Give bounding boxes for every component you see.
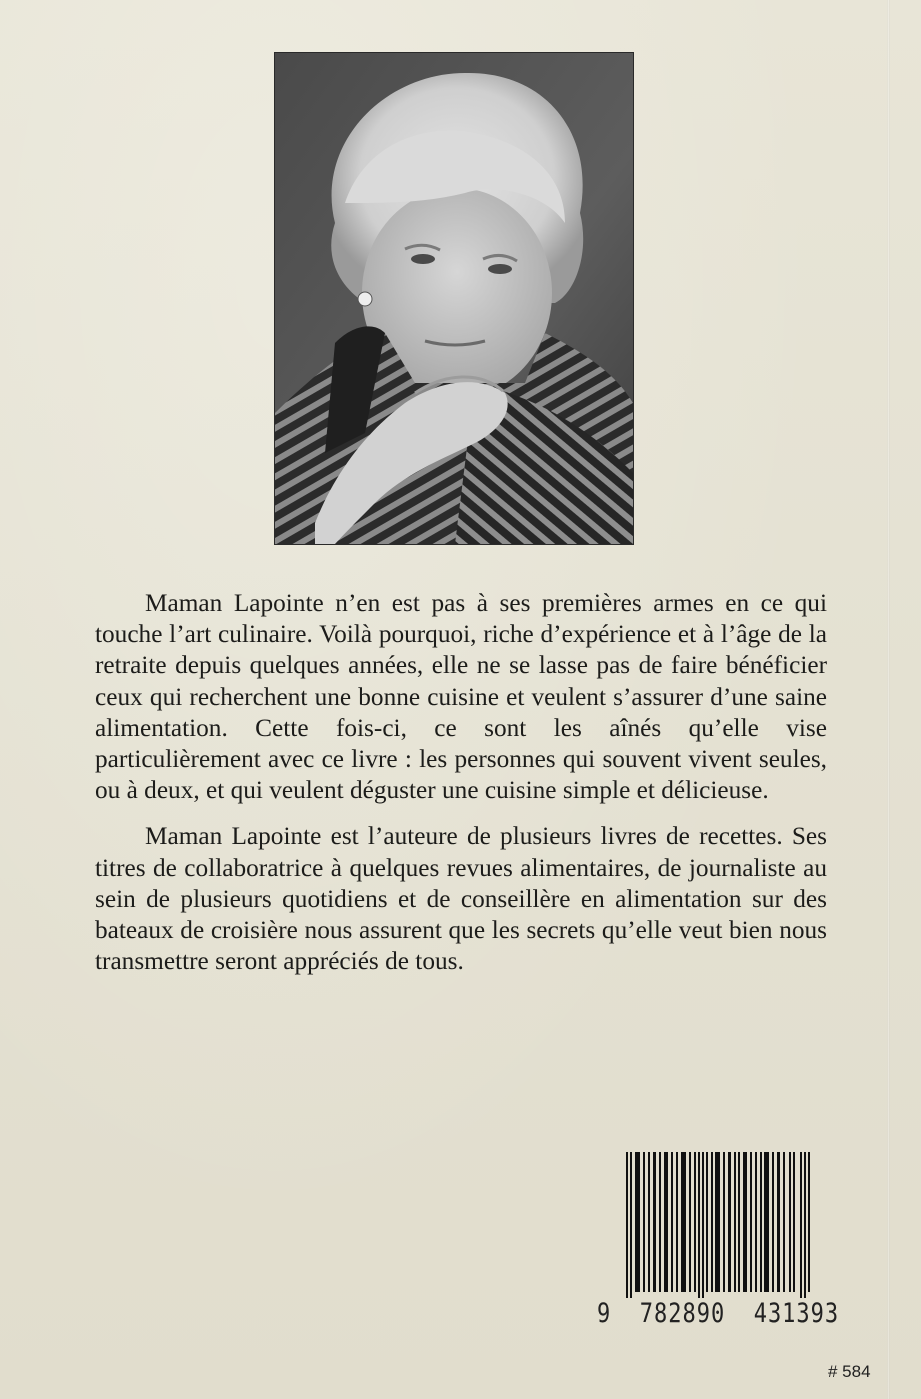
portrait-image xyxy=(275,53,633,544)
catalog-number: # 584 xyxy=(828,1362,871,1381)
isbn-number: 9 782890 431393 xyxy=(597,1299,840,1329)
blurb-paragraph-1: Maman Lapointe n’en est pas à ses premières armes en ce qui touche l’art culinaire. Voilà pourquoi, riche d’expérience et à l’âge de la retraite depuis quelques années, elle ne se lasse pas de faire bénéficier ceux qui recherchent une bonne cuisine et veulent s’assurer d’une saine alimentation. Cette fois-ci, ce sont les aînés qu’elle vise particulièrement avec ce livre : les personnes qui souvent vivent seules, ou à deux, et qui veulent déguster une cuisine simple et délicieuse. xyxy=(95,589,827,805)
author-photo xyxy=(275,53,633,544)
barcode-bars-icon xyxy=(626,1152,811,1298)
blurb-paragraph-2: Maman Lapointe est l’auteure de plusieurs livres de recettes. Ses titres de collaboratrice à quelques revues alimentaires, de journaliste au sein de plusieurs quotidiens et de conseillère en alimentation sur des bateaux de croisière nous assurent que les secrets qu’elle veut bien nous transmettre seront appréciés de tous. xyxy=(95,822,827,976)
page-crease xyxy=(887,0,890,1399)
isbn-barcode xyxy=(626,1152,811,1298)
back-cover-blurb xyxy=(95,588,827,977)
